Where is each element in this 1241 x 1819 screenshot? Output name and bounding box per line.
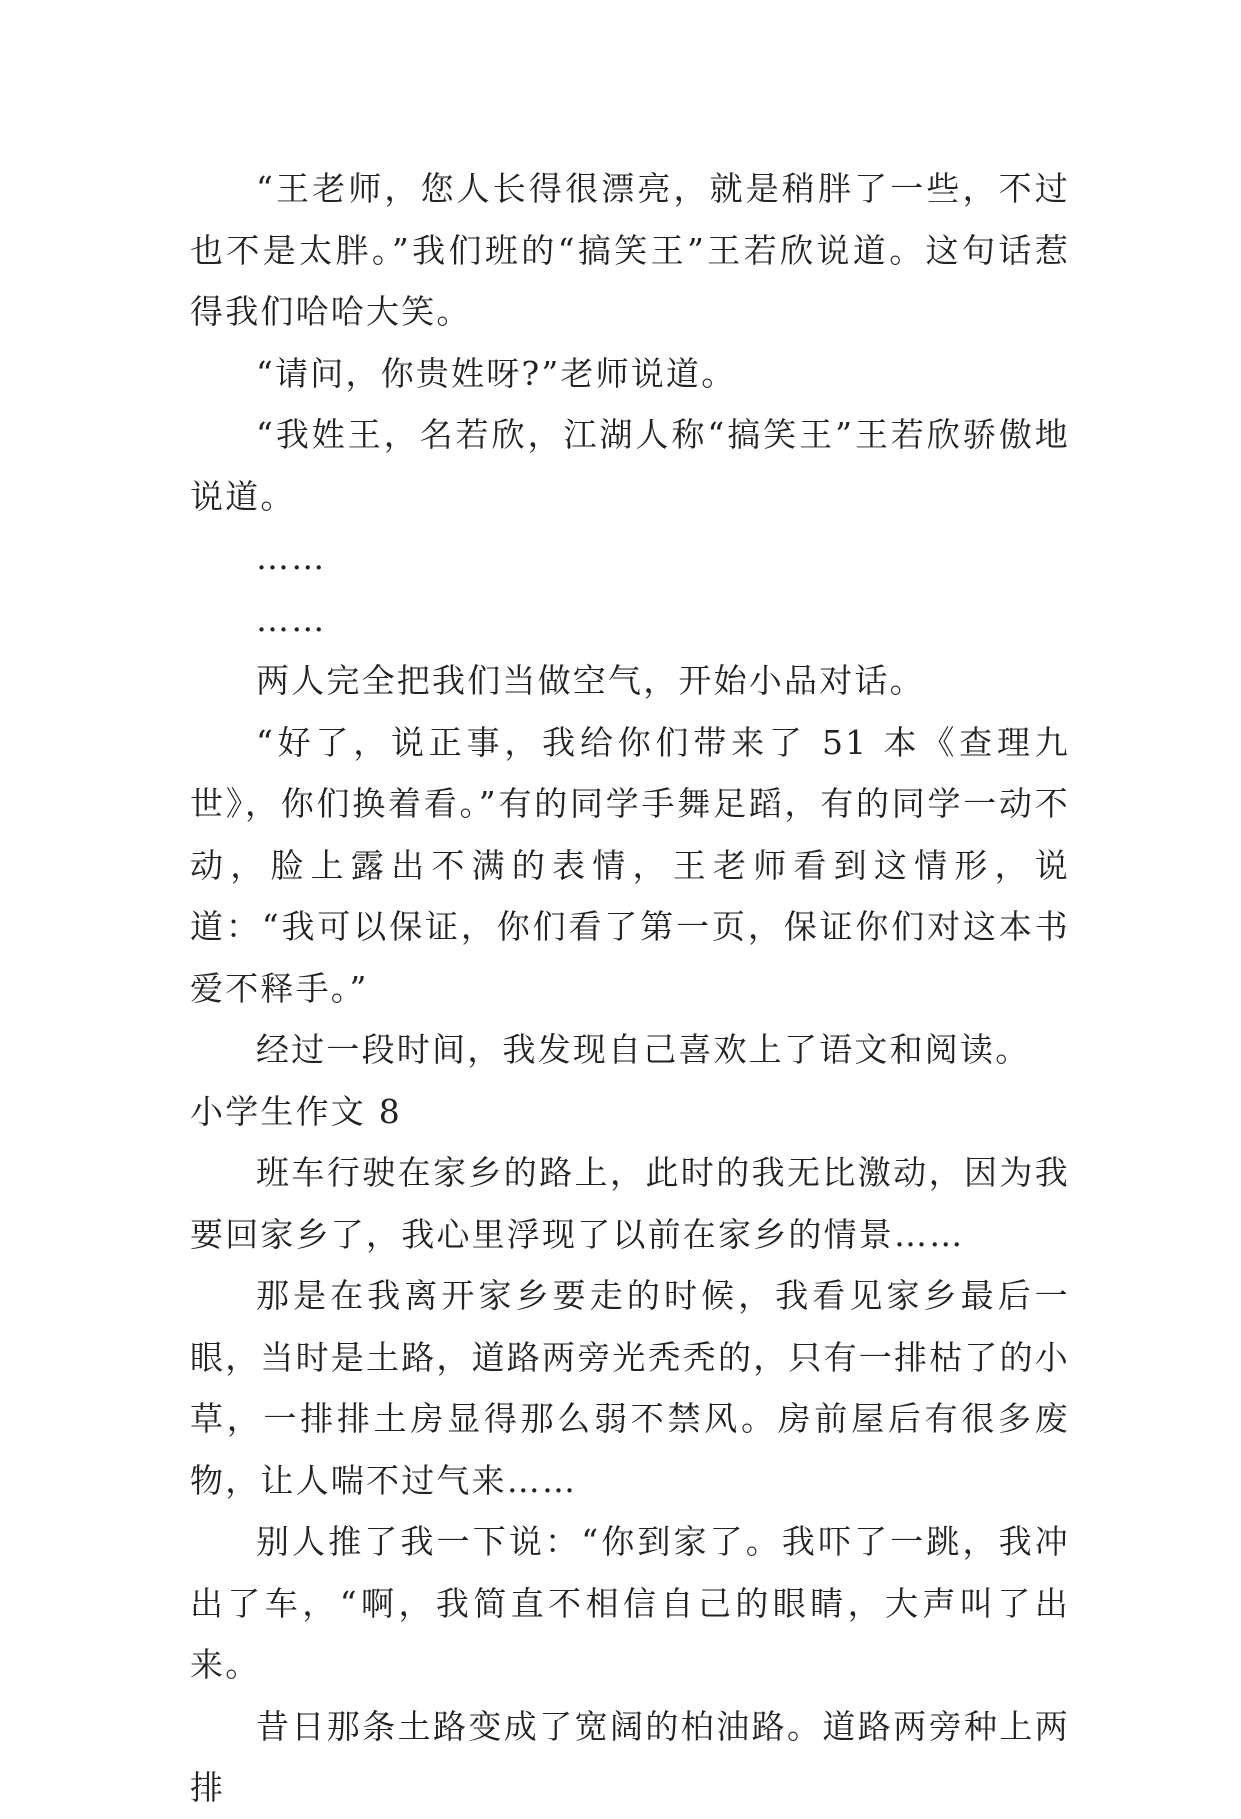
ellipsis-line: …… bbox=[256, 599, 327, 639]
paragraph: 两人完全把我们当做空气，开始小品对话。 bbox=[256, 661, 925, 700]
paragraph: 经过一段时间，我发现自己喜欢上了语文和阅读。 bbox=[256, 1030, 1031, 1069]
paragraph: 别人推了我一下说：“你到家了。我吓了一跳，我冲出了车，“啊，我简直不相信自己的眼睛，大声叫了出来。 bbox=[190, 1522, 1070, 1684]
document-body bbox=[190, 158, 1070, 1819]
ellipsis-line: …… bbox=[256, 538, 327, 577]
paragraph: “王老师，您人长得很漂亮，就是稍胖了一些，不过也不是太胖。”我们班的“搞笑王”王若欣说道。这句话惹得我们哈哈大笑。 bbox=[190, 169, 1070, 331]
paragraph: “好了，说正事，我给你们带来了 51 本《查理九世》，你们换着看。”有的同学手舞足蹈，有的同学一动不动，脸上露出不满的表情，王老师看到这情形，说道：“我可以保证，你们看了第一页，保证你们对这本书爱不释手。” bbox=[190, 722, 1070, 1008]
paragraph: 班车行驶在家乡的路上，此时的我无比激动，因为我要回家乡了，我心里浮现了以前在家乡的情景…… bbox=[190, 1153, 1070, 1254]
paragraph: “我姓王，名若欣，江湖人称“搞笑王”王若欣骄傲地说道。 bbox=[190, 415, 1070, 516]
paragraph: 那是在我离开家乡要走的时候，我看见家乡最后一眼，当时是土路，道路两旁光秃秃的，只有一排枯了的小草，一排排土房显得那么弱不禁风。房前屋后有很多废物，让人喘不过气来…… bbox=[190, 1276, 1070, 1500]
essay-heading: 小学生作文 8 bbox=[190, 1091, 402, 1131]
paragraph: 昔日那条土路变成了宽阔的柏油路。道路两旁种上两排 bbox=[190, 1706, 1070, 1807]
paragraph: “请问，你贵姓呀?”老师说道。 bbox=[256, 353, 737, 393]
